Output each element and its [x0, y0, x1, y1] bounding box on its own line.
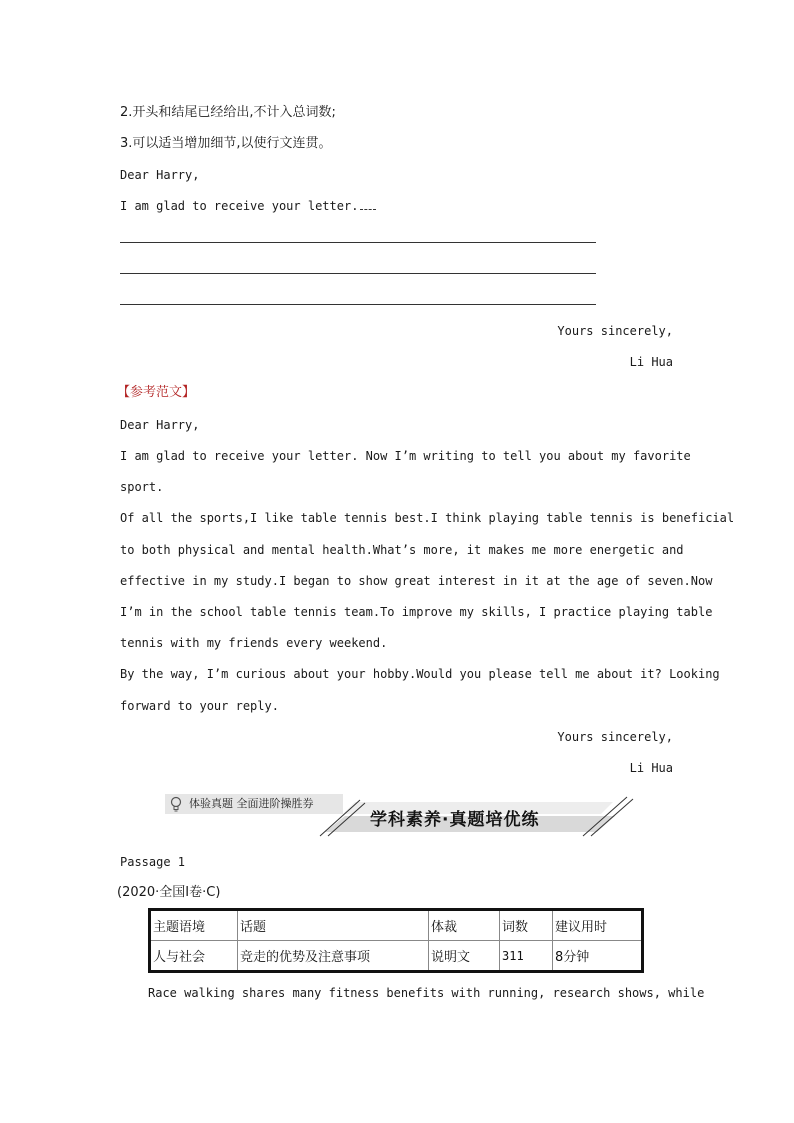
table-cell: 话题 [238, 910, 429, 941]
reference-line: By the way, I’m curious about your hobby.Would you please tell me about it? Looking [120, 667, 720, 681]
banner-tag-text: 体验真题 全面进阶操胜券 [189, 797, 314, 810]
table-cell: 建议用时 [553, 910, 643, 941]
reference-line: sport. [120, 480, 164, 494]
table-cell: 竞走的优势及注意事项 [238, 941, 429, 972]
instruction-3: 3.可以适当增加细节,以使行文连贯。 [120, 136, 332, 151]
prompt-salutation: Dear Harry, [120, 168, 200, 182]
instruction-2: 2.开头和结尾已经给出,不计入总词数; [120, 105, 336, 120]
passage-source: (2020·全国Ⅰ卷·C) [117, 885, 221, 900]
table-cell: 主题语境 [150, 910, 238, 941]
writing-line-3[interactable] [120, 304, 596, 305]
prompt-opening [120, 198, 376, 214]
table-cell: 说明文 [429, 941, 500, 972]
lightbulb-icon [169, 796, 183, 812]
table-cell: 311 [500, 941, 553, 972]
blank-dots [360, 200, 376, 210]
passage-first-line: Race walking shares many fitness benefits with running, research shows, while [148, 986, 705, 1000]
passage-info-table [148, 908, 644, 973]
banner-title: 学科素养·真题培优练 [370, 810, 540, 830]
reference-line: I’m in the school table tennis team.To improve my skills, I practice playing table [120, 605, 713, 619]
prompt-signature: Li Hua [629, 355, 673, 369]
table-cell: 8分钟 [553, 941, 643, 972]
reference-signature: Li Hua [629, 761, 673, 775]
reference-line: to both physical and mental health.What’s more, it makes me more energetic and [120, 543, 684, 557]
table-cell: 体裁 [429, 910, 500, 941]
section-banner [165, 792, 635, 840]
reference-line: forward to your reply. [120, 699, 279, 713]
table-header-row [150, 910, 643, 941]
reference-line: tennis with my friends every weekend. [120, 636, 388, 650]
reference-salutation: Dear Harry, [120, 418, 200, 432]
reference-line: effective in my study.I began to show great interest in it at the age of seven.Now [120, 574, 713, 588]
table-row [150, 941, 643, 972]
prompt-closing: Yours sincerely, [557, 324, 673, 338]
reference-heading: 【参考范文】 [117, 385, 196, 400]
reference-closing: Yours sincerely, [557, 730, 673, 744]
table-cell: 人与社会 [150, 941, 238, 972]
table-cell: 词数 [500, 910, 553, 941]
passage-label: Passage 1 [120, 855, 186, 869]
reference-line: Of all the sports,I like table tennis best.I think playing table tennis is beneficial [120, 511, 735, 525]
writing-line-1[interactable] [120, 242, 596, 243]
writing-line-2[interactable] [120, 273, 596, 274]
prompt-opening-text: I am glad to receive your letter. [120, 199, 359, 213]
reference-line: I am glad to receive your letter. Now I’m writing to tell you about my favorite [120, 449, 691, 463]
